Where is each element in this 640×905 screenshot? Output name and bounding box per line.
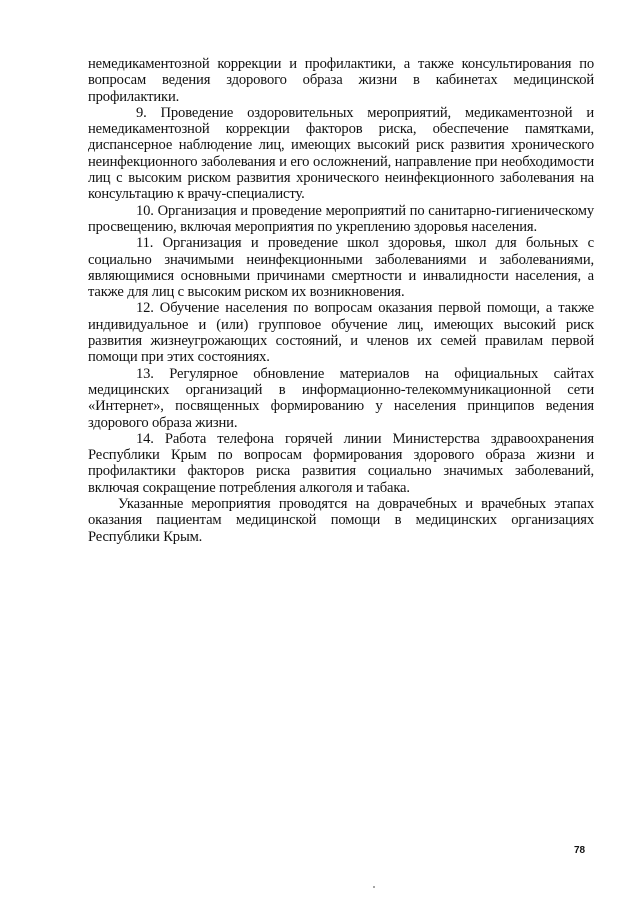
paragraph-item-13: 13. Регулярное обновление материалов на официальных сайтах медицинских организаций в информационно-телекоммуникационной сети «Интернет», посвященных формированию у населения принципов ведения здорового образа жизни.: [88, 365, 594, 431]
paragraph-item-14: 14. Работа телефона горячей линии Министерства здравоохранения Республики Крым по вопросам формирования здорового образа жизни и профилактики факторов риска развития социально значимых заболеваний, включая сокращение потребления алкоголя и табака.: [88, 430, 594, 496]
paragraph-summary: Указанные мероприятия проводятся на доврачебных и врачебных этапах оказания пациентам медицинской помощи в медицинских организациях Республики Крым.: [88, 496, 594, 545]
paragraph-item-9: 9. Проведение оздоровительных мероприятий, медикаментозной и немедикаментозной коррекции факторов риска, обеспечение памятками, диспансерное наблюдение лиц, имеющих высокий риск развития хронического неинфекционного заболевания и его осложнений, направление при необходимости лиц с высоким риском развития хронического неинфекционного заболевания на консультацию к врачу-специалисту.: [88, 104, 594, 203]
scan-artifact-dot: [373, 886, 375, 888]
paragraph-item-10: 10. Организация и проведение мероприятий по санитарно-гигиеническому просвещению, включая мероприятия по укреплению здоровья населения.: [88, 202, 594, 235]
paragraph-item-12: 12. Обучение населения по вопросам оказания первой помощи, а также индивидуальное и (или) групповое обучение лиц, имеющих высокий риск развития жизнеугрожающих состояний, и членов их семей правилам первой помощи при этих состояниях.: [88, 300, 594, 366]
paragraph-continuation: немедикаментозной коррекции и профилактики, а также консультирования по вопросам ведения здорового образа жизни в кабинетах медицинской профилактики.: [88, 56, 594, 105]
document-body: [88, 56, 594, 545]
paragraph-item-11: 11. Организация и проведение школ здоровья, школ для больных с социально значимыми неинфекционными заболеваниями и заболеваниями, являющимися основными причинами смертности и инвалидности населения, а также для лиц с высоким риском их возникновения.: [88, 235, 594, 301]
page-number: 78: [574, 845, 586, 856]
